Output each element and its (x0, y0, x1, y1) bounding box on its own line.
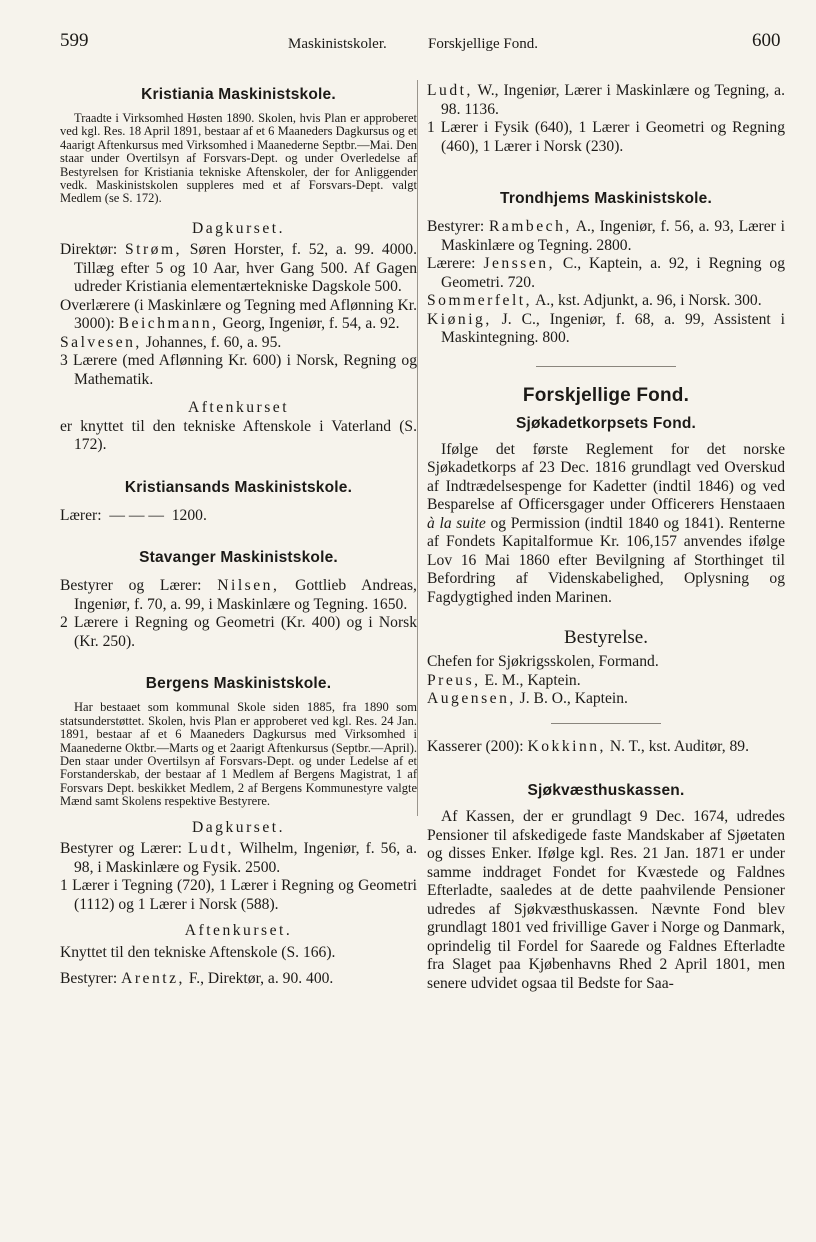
section-heading-kristiansand: Kristiansands Maskinistskole. (124, 478, 353, 496)
kristiansand-laerer: Lærer: — — — 1200. (60, 506, 207, 524)
running-title-left: Maskinistskoler. (288, 36, 387, 52)
trondhjem-bestyrer: Bestyrer: Rambech, A., Ingeniør, f. 56, a. 93, Lærer i Maskinlære og Tegning. 2800. (427, 218, 785, 254)
trondhjem-kionig: Kiønig, J. C., Ingeniør, f. 68, a. 99, Assistent i Maskintegning. 800. (427, 310, 785, 346)
bergen-bestyrer: Bestyrer og Lærer: Ludt, Wilhelm, Ingeniør, f. 56, a. 98, i Maskinlære og Fysik. 2500. (60, 840, 417, 876)
kristiania-aftenkurset-heading: Aftenkurset (187, 399, 290, 417)
bergen-aften-bestyrer: Bestyrer: Arentz, F., Direktør, a. 90. 400. (60, 970, 334, 988)
bergen-laerer: 1 Lærer i Tegning (720), 1 Lærer i Regning og Geometri (1112) og 1 Lærer i Norsk (588). (60, 877, 417, 913)
ludt-continued: Ludt, W., Ingeniør, Lærer i Maskinlære og Tegning, a. 98. 1136. (427, 82, 785, 118)
bergen-aftenkurset-text: Knyttet til den tekniske Aftenskole (S. 166). (60, 943, 336, 961)
bergen-dagkurset-heading: Dagkurset. (192, 818, 285, 836)
bestyrelse-preus: Preus, E. M., Kaptein. (427, 671, 581, 689)
bergen-intro: Har bestaaet som kommunal Skole siden 1885, fra 1890 som statsunderstøttet. Skolen, hvis Plan er approberet ved kgl. Res. 24 Jan. 1891, bestaar af et 6 Maaneders Dagkursus med Virksomhed i Maanederne Oktbr.—Marts og et 2aarigt Aftenkursus (Septbr.—April). Den staar under Overtilsyn af Forsvars-Dept. og under Ledelse af et Forstanderskab, der bestaar af 1 Medlem af Bergens Magistrat, 1 af Forsvars Dept. beskikket Medlem, 2 af Bergens Kommunestyre valgte Mænd samt Skolens respektive Bestyrere. (60, 700, 417, 809)
page-number-left: 599 (60, 30, 89, 51)
kristiania-salvesen: Salvesen, Johannes, f. 60, a. 95. (60, 333, 282, 351)
kristiania-intro: Traadte i Virksomhed Høsten 1890. Skolen, hvis Plan er approberet ved kgl. Res. 18 April 1891, bestaar af et 6 Maaneders Dagkursus og et 4aarigt Aftenkursus med Virksomhed i Maanederne Septbr.—Mai. Den staar under Overtilsyn af Forsvars-Dept. og under Overledelse af Bestyrelsen for Kristiania tekniske Aftenskoler, der for Anliggender vedk. Maskinistskolen suppleres med et af Forsvars-Dept. valgt Medlem (se S. 172). (60, 111, 417, 206)
trondhjem-jenssen: Lærere: Jenssen, C., Kaptein, a. 92, i Regning og Geometri. 720. (427, 255, 786, 291)
bestyrelse-rule (551, 723, 661, 724)
bestyrelse-augensen: Augensen, J. B. O., Kaptein. (427, 690, 628, 707)
bestyrelse-heading: Bestyrelse. (564, 627, 648, 648)
kristiania-laerere: 3 Lærere (med Aflønning Kr. 600) i Norsk, Regning og Mathematik. (60, 352, 417, 388)
trondhjem-sommerfelt: Sommerfelt, A., kst. Adjunkt, a. 96, i Norsk. 300. (427, 292, 762, 309)
kasserer: Kasserer (200): Kokkinn, N. T., kst. Auditør, 89. (427, 737, 750, 755)
ludt-continued-laerere: 1 Lærer i Fysik (640), 1 Lærer i Geometri og Regning (460), 1 Lærer i Norsk (230). (427, 119, 785, 155)
running-title-right: Forskjellige Fond. (428, 36, 539, 52)
right-column (427, 82, 785, 993)
section-heading-stavanger: Stavanger Maskinistskole. (139, 549, 338, 567)
stavanger-laerere: 2 Lærere i Regning og Geometri (Kr. 400) og i Norsk (Kr. 250). (60, 614, 417, 650)
section-heading-bergen: Bergens Maskinistskole. (145, 675, 332, 693)
page-header (0, 30, 816, 62)
sjokvaesthuskassen-text: Af Kassen, der er grundlagt 9 Dec. 1674, udredes Pensioner til afskedigede faste Mandskaber af Sjøetaten og disses Enker. Ifølge kgl. Res. 21 Jan. 1871 er under samme inddraget Fondet for Kvæstede og Faldnes Efterladte, saaledes at de dette paahvilende Pensioner udredes af Sjøkvæsthuskassen. Nævnte Fond blev grundlagt 1801 ved frivillige Gaver i Norge og Danmark, oprindelig til Fordel for Saarede og Faldnes Efterladte fra Slaget paa Kjøbenhavns Rhed 2 April 1801, men senere udvidet ogsaa til Bedste for Saa- (427, 808, 785, 992)
section-heading-sjokvaesthuskassen: Sjøkvæsthuskassen. (527, 782, 685, 799)
kristiania-aftenkurset-text: er knyttet til den tekniske Aftenskole i Vaterland (S. 172). (60, 417, 417, 454)
section-heading-forskjellige-fond: Forskjellige Fond. (522, 384, 690, 406)
kristiania-overlaerere: Overlærere (i Maskinlære og Tegning med Aflønning Kr. 3000): Beichmann, Georg, Ingeniør, f. 54, a. 92. (60, 296, 417, 333)
stavanger-bestyrer: Bestyrer og Lærer: Nilsen, Gottlieb Andreas, Ingeniør, f. 70, a. 99, i Maskinlære og Tegning. 1650. (60, 577, 417, 613)
page-number-right: 600 (752, 30, 781, 51)
kristiania-dagkurset-heading: Dagkurset. (192, 219, 285, 237)
bergen-aftenkurset-heading: Aftenkurset. (184, 922, 293, 940)
subheading-sjokadetkorpsets-fond: Sjøkadetkorpsets Fond. (515, 414, 697, 432)
bestyrelse-formand: Chefen for Sjøkrigsskolen, Formand. (427, 653, 659, 670)
sjokadetkorpsets-fond-text: Ifølge det første Reglement for det norske Sjøkadetkorps af 23 Dec. 1816 grundlagt ved Overskud af Indtrædelsespenge for Kadetter (indtil 1846) og ved Besparelse af Officersgager under Officerers Henstaaen à la suite og Permission (indtil 1840 og 1841). Renterne af Fondets Kapitalformue Kr. 106,157 anvendes ifølge Lov 16 Mai 1860 efter Bevilgning af Storthinget til Befordring af Videnskabelighed, Oplysning og Fagdygtighed inden Marinen. (427, 440, 785, 606)
section-heading-trondhjem: Trondhjems Maskinistskole. (500, 190, 712, 207)
section-heading-kristiania: Kristiania Maskinistskole. (141, 86, 336, 103)
section-rule (536, 366, 676, 367)
kristiania-direktor: Direktør: Strøm, Søren Horster, f. 52, a. 99. 4000. Tillæg efter 5 og 10 Aar, hver Gang 500. Af Gagen udreder Kristiania elementærtekniske Dagskole 500. (60, 241, 417, 296)
left-column (60, 82, 417, 989)
column-divider (417, 80, 418, 816)
